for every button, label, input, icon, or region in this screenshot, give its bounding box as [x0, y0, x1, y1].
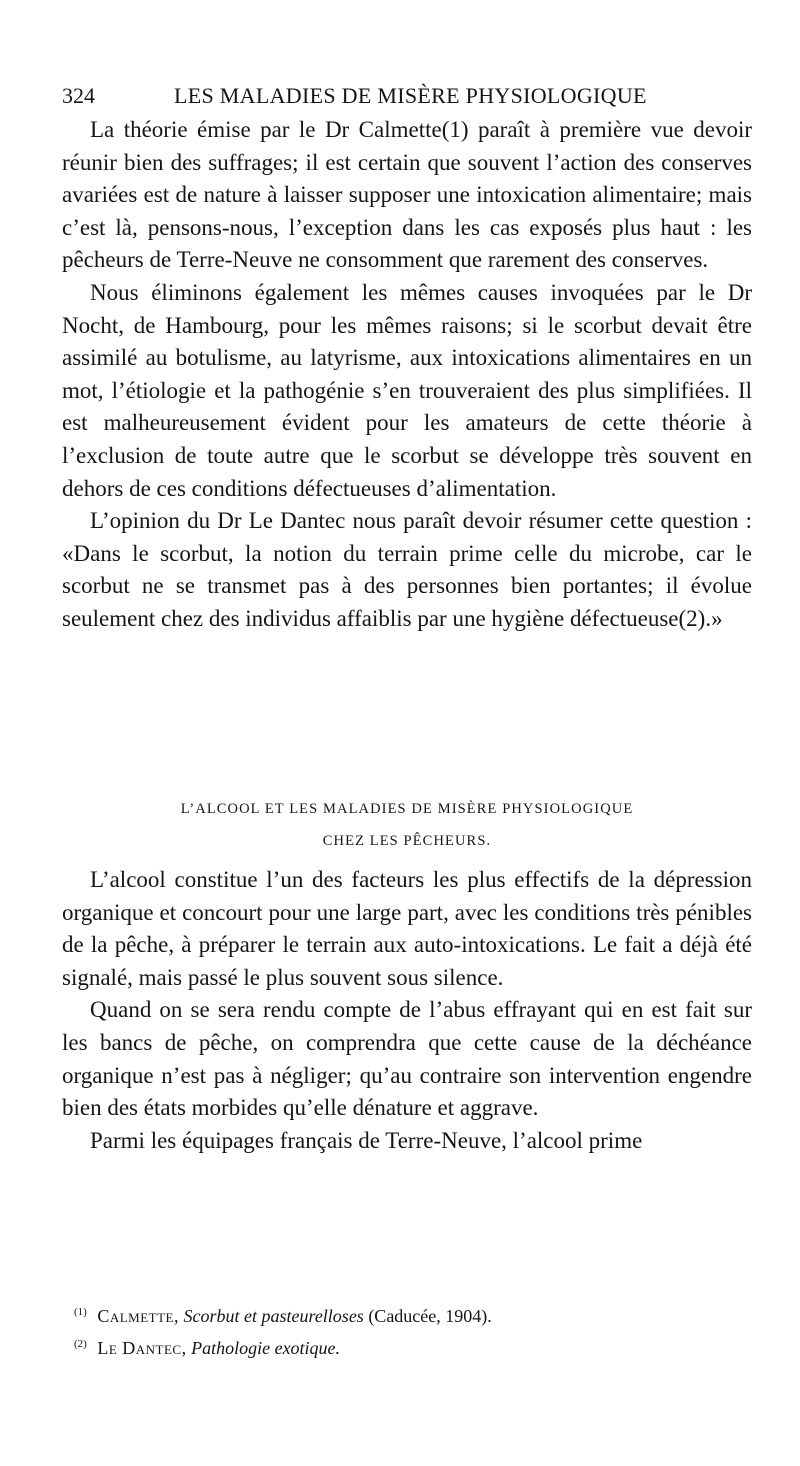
paragraph: L’alcool constitue l’un des facteurs les plus effectifs de la dépression organique et concourt pour une large part, avec les conditions très pénibles de la pêche, à préparer le terrain aux auto-intoxications. Le fait a déjà été signalé, mais passé le plus souvent sous silence.	[62, 867, 752, 990]
paragraph: Parmi les équipages français de Terre-Neuve, l’alcool prime	[90, 1127, 643, 1153]
text-block-1	[62, 114, 752, 636]
footnote-title: Scorbut et pasteurelloses	[183, 1306, 364, 1326]
paragraph: Nous éliminons également les mêmes causes invoquées par le Dr Nocht, de Hambourg, pour les mêmes raisons; si le scorbut devait être assimilé au botulisme, au latyrisme, aux intoxications alimentaires en un mot, l’étiologie et la pathogénie s’en trouveraient des plus simplifiées. Il est malheureusement évident pour les amateurs de cette théorie à l’exclusion de toute autre que le scorbut se développe très souvent en dehors de ces conditions défectueuses d’alimentation.	[62, 279, 752, 501]
page-number: 324	[62, 83, 95, 108]
footnote-source: (Caducée, 1904).	[368, 1306, 492, 1326]
footnote-author: Calmette,	[97, 1306, 179, 1326]
footnote-mark: (1)	[74, 1306, 87, 1318]
footnotes	[74, 1298, 754, 1362]
text-block-2	[62, 864, 752, 1157]
footnote-1	[74, 1298, 754, 1330]
footnote-author: Le Dantec,	[97, 1338, 187, 1358]
section-heading-line-1: L’ALCOOL ET LES MALADIES DE MISÈRE PHYSIOLOGIQUE	[180, 801, 634, 817]
footnote-2	[74, 1330, 754, 1362]
paragraph: La théorie émise par le Dr Calmette(1) paraît à première vue devoir réunir bien des suffrages; il est certain que souvent l’action des conserves avariées est de nature à laisser supposer une intoxication alimentaire; mais c’est là, pensons-nous, l’exception dans les cas exposés plus haut : les pêcheurs de Terre-Neuve ne consomment que rarement des conserves.	[62, 117, 752, 273]
page-header	[62, 76, 744, 116]
footnote-title: Pathologie exotique.	[191, 1338, 341, 1358]
running-title: LES MALADIES DE MISÈRE PHYSIOLOGIQUE	[174, 83, 647, 108]
section-heading-line-2: CHEZ LES PÊCHEURS.	[322, 833, 492, 849]
footnote-mark: (2)	[74, 1338, 87, 1350]
paragraph: L’opinion du Dr Le Dantec nous paraît devoir résumer cette question : «Dans le scorbut, la notion du terrain prime celle du microbe, car le scorbut ne se transmet pas à des personnes bien portantes; il évolue seulement chez des individus affaiblis par une hygiène défectueuse(2).»	[62, 508, 752, 631]
paragraph: Quand on se sera rendu compte de l’abus effrayant qui en est fait sur les bancs de pêche, on comprendra que cette cause de la déchéance organique n’est pas à négliger; qu’au contraire son intervention engendre bien des états morbides qu’elle dénature et aggrave.	[62, 997, 752, 1121]
